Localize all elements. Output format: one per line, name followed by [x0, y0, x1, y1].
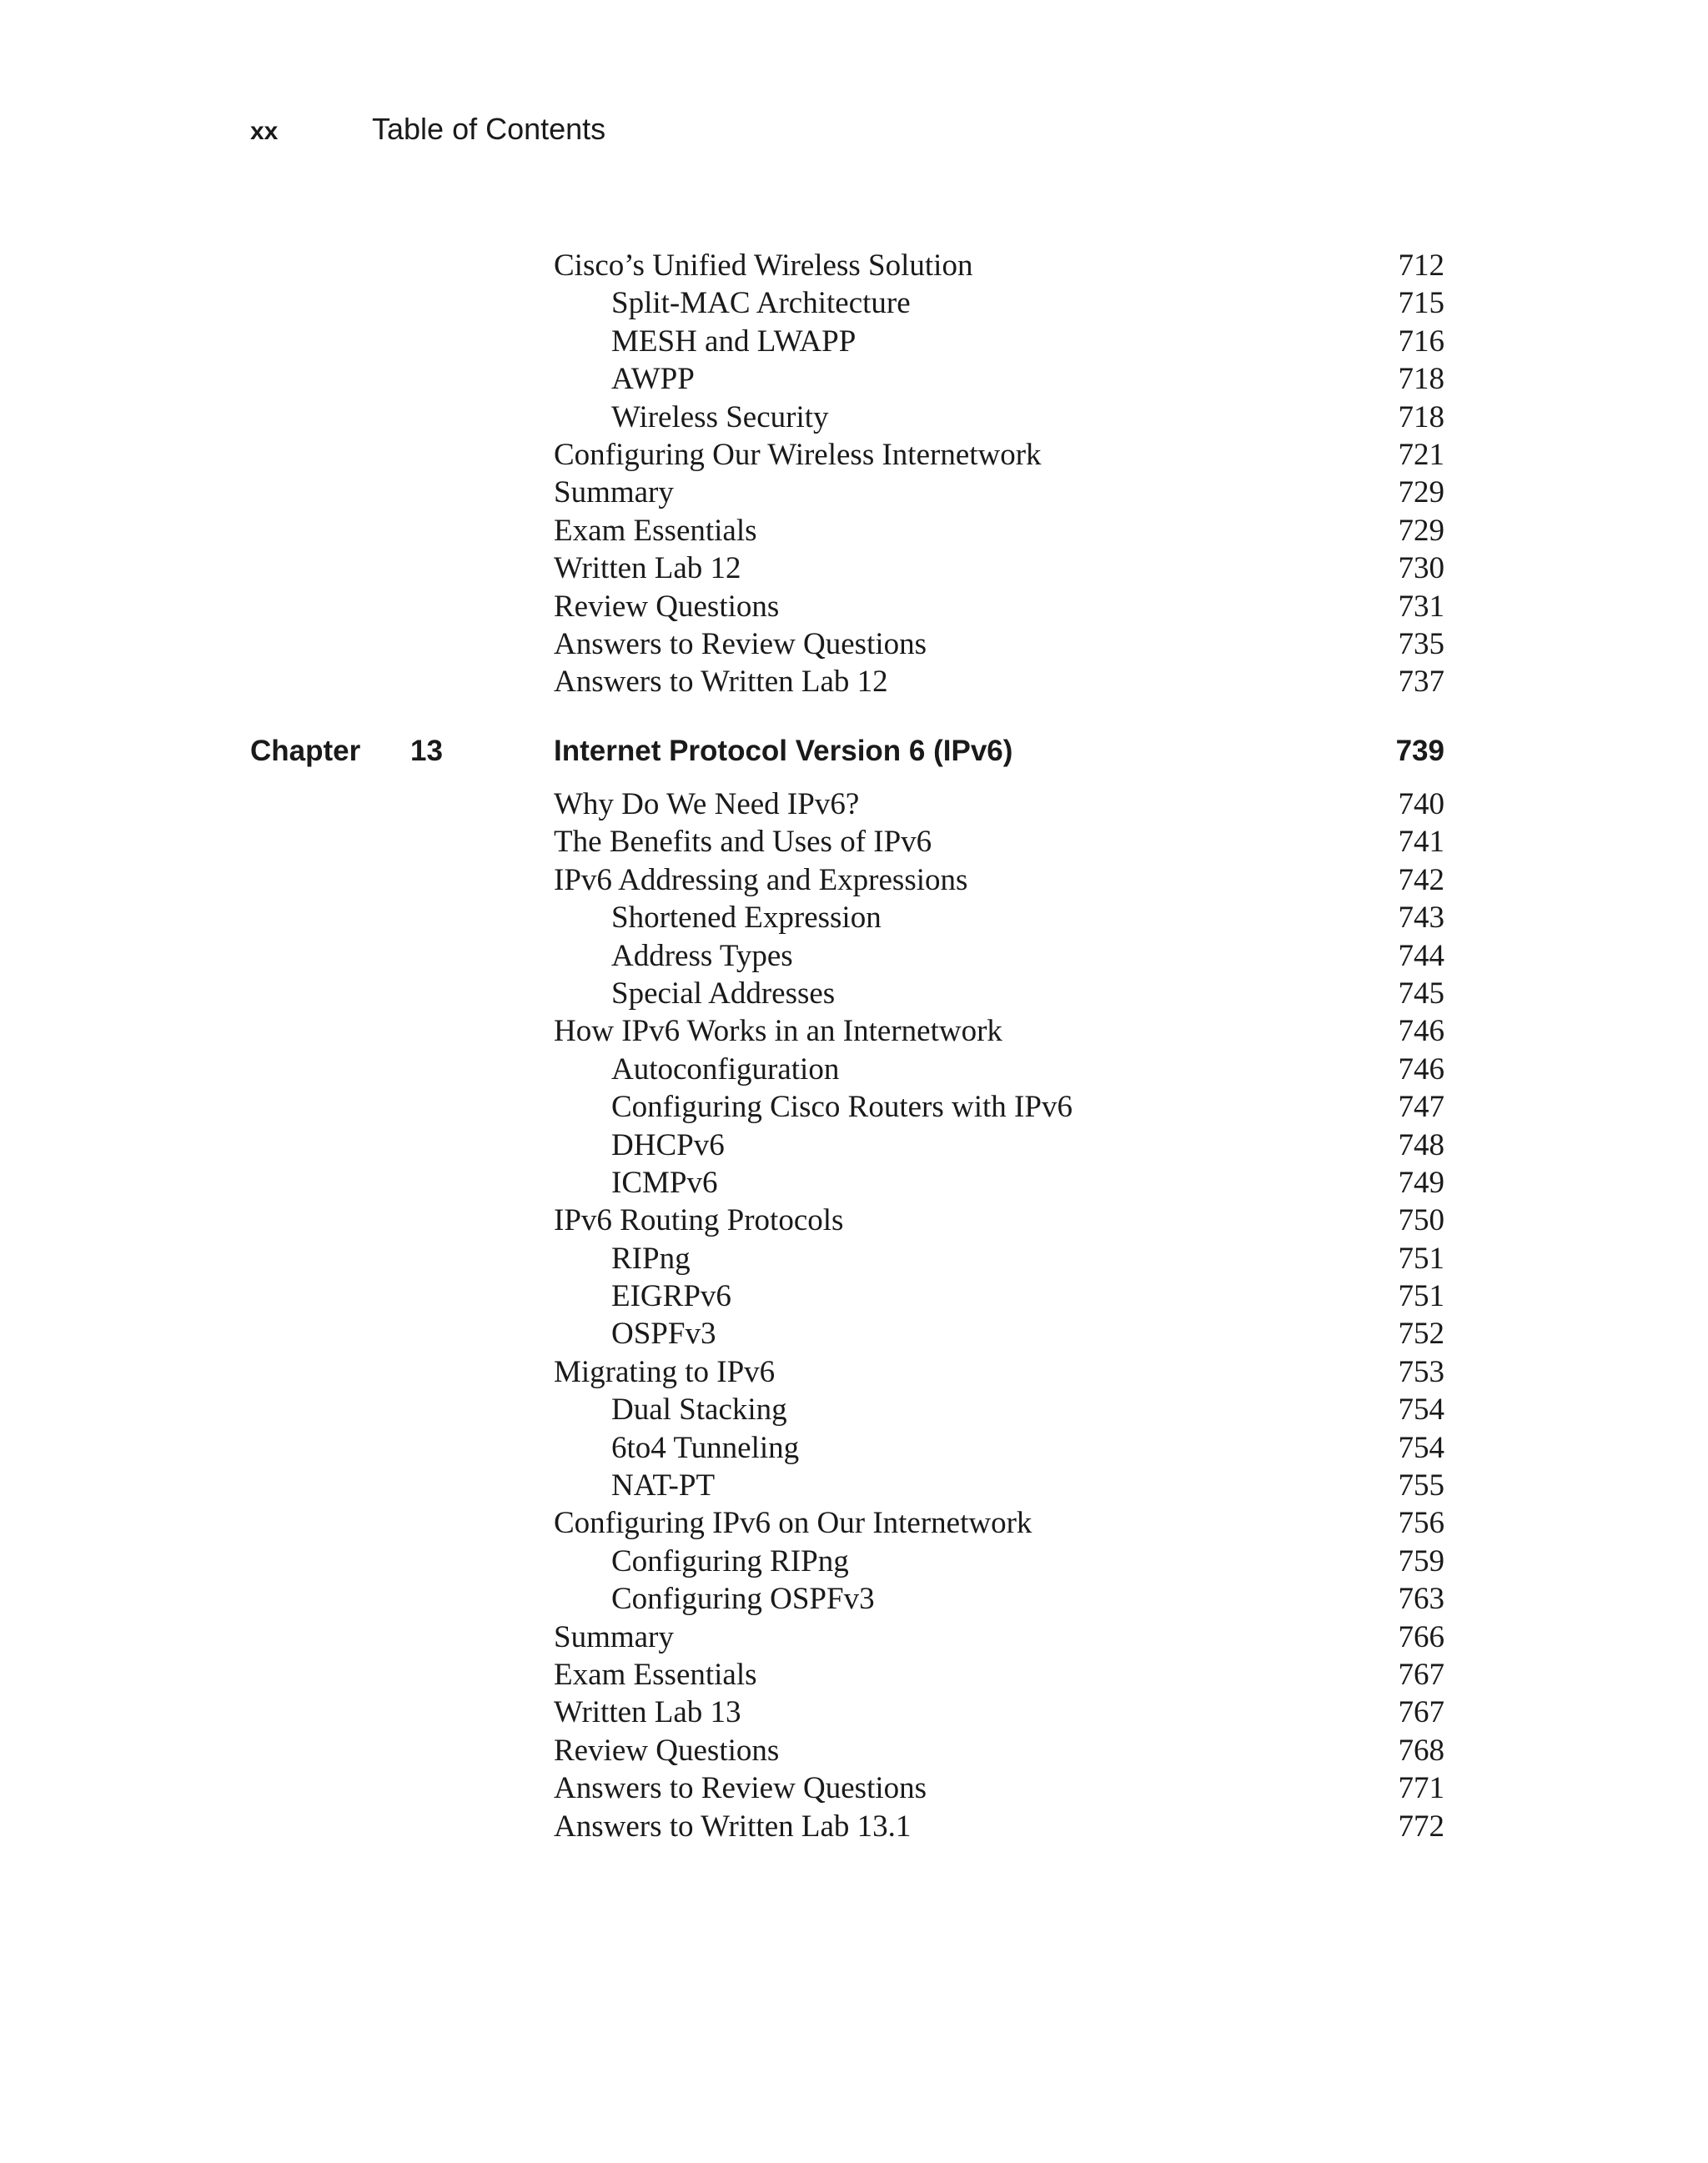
toc-entry-page: 741	[1398, 825, 1444, 860]
toc-entry-title: Cisco’s Unified Wireless Solution	[554, 248, 973, 283]
toc-entry-page: 742	[1398, 862, 1444, 897]
toc-entry-page: 729	[1398, 513, 1444, 548]
toc-entry[interactable]	[554, 1391, 1444, 1428]
toc-entry[interactable]	[554, 975, 1444, 1012]
toc-entry-page: 748	[1398, 1127, 1444, 1162]
toc-entry-page: 751	[1398, 1241, 1444, 1276]
toc-entry-page: 756	[1398, 1506, 1444, 1541]
toc-entry-title: Written Lab 12	[554, 551, 741, 586]
toc-entry-title: Configuring OSPFv3	[611, 1582, 875, 1617]
toc-entry-title: IPv6 Addressing and Expressions	[554, 862, 968, 897]
toc-entry-title: MESH and LWAPP	[611, 324, 857, 359]
toc-entry-title: The Benefits and Uses of IPv6	[554, 825, 932, 860]
toc-entry[interactable]	[554, 823, 1444, 861]
toc-entry-page: 766	[1398, 1619, 1444, 1654]
toc-entry[interactable]	[554, 625, 1444, 663]
toc-entry[interactable]	[554, 1088, 1444, 1126]
toc-entry[interactable]	[554, 284, 1444, 322]
toc-entry[interactable]	[554, 1353, 1444, 1391]
toc-entry[interactable]	[554, 360, 1444, 398]
toc-entry-title: EIGRPv6	[611, 1279, 731, 1314]
toc-entry-page: 729	[1398, 475, 1444, 510]
toc-entry-title: Configuring IPv6 on Our Internetwork	[554, 1506, 1032, 1541]
toc-entry[interactable]	[554, 1467, 1444, 1504]
toc-entry-title: Written Lab 13	[554, 1695, 741, 1730]
toc-entry[interactable]	[554, 899, 1444, 936]
toc-entry-page: 772	[1398, 1809, 1444, 1844]
toc-entry-title: Answers to Written Lab 13.1	[554, 1809, 912, 1844]
toc-entry-page: 751	[1398, 1279, 1444, 1314]
toc-entry-title: Configuring Cisco Routers with IPv6	[611, 1090, 1073, 1125]
toc-entry-page: 750	[1398, 1203, 1444, 1238]
chapter-title: Internet Protocol Version 6 (IPv6)	[554, 735, 1013, 767]
toc-entry-title: IPv6 Routing Protocols	[554, 1203, 844, 1238]
toc-entry-title: Configuring Our Wireless Internetwork	[554, 437, 1042, 472]
toc-entry[interactable]	[554, 1808, 1444, 1845]
toc-entry-title: Summary	[554, 1619, 674, 1654]
toc-entry-page: 744	[1398, 938, 1444, 973]
toc-entry-title: NAT-PT	[611, 1468, 716, 1503]
toc-entry-page: 745	[1398, 976, 1444, 1011]
toc-entry-title: Autoconfiguration	[611, 1051, 840, 1087]
toc-entry-title: 6to4 Tunneling	[611, 1430, 800, 1465]
toc-entry-title: Address Types	[611, 938, 793, 973]
toc-entry-page: 759	[1398, 1543, 1444, 1578]
toc-entry-title: Shortened Expression	[611, 901, 882, 936]
toc-entry-title: Wireless Security	[611, 399, 829, 434]
toc-entry-page: 718	[1398, 362, 1444, 397]
toc-entry[interactable]	[554, 1240, 1444, 1277]
toc-entry[interactable]	[554, 937, 1444, 975]
chapter-heading[interactable]	[250, 729, 1444, 774]
toc-entry-page: 731	[1398, 589, 1444, 624]
toc-entry[interactable]	[554, 588, 1444, 625]
toc-entry-title: RIPng	[611, 1241, 691, 1276]
toc-entry-page: 746	[1398, 1051, 1444, 1087]
toc-entry[interactable]	[554, 1315, 1444, 1353]
toc-entry[interactable]	[554, 861, 1444, 899]
toc-entry-title: Review Questions	[554, 589, 780, 624]
toc-entry[interactable]	[554, 1504, 1444, 1542]
toc-entry-title: Review Questions	[554, 1733, 780, 1768]
toc-entry-title: Special Addresses	[611, 976, 836, 1011]
toc-entry-page: 740	[1398, 787, 1444, 821]
toc-entry[interactable]	[554, 436, 1444, 474]
toc-entry[interactable]	[554, 323, 1444, 360]
toc-entry-title: Answers to Review Questions	[554, 1771, 927, 1806]
chapter-page: 739	[1395, 735, 1444, 767]
toc-entry-page: 767	[1398, 1695, 1444, 1730]
toc-entry-title: How IPv6 Works in an Internetwork	[554, 1014, 1002, 1049]
toc-entry-title: Summary	[554, 475, 674, 510]
toc-entry[interactable]	[554, 1051, 1444, 1088]
toc-entry[interactable]	[554, 474, 1444, 511]
toc-entry-title: Split-MAC Architecture	[611, 286, 911, 321]
toc-entry[interactable]	[554, 1732, 1444, 1769]
toc-entry-page: 763	[1398, 1582, 1444, 1617]
toc-entry[interactable]	[554, 1656, 1444, 1694]
toc-entry-page: 767	[1398, 1657, 1444, 1692]
toc-entry[interactable]	[554, 550, 1444, 587]
toc-entry-page: 721	[1398, 437, 1444, 472]
toc-entry[interactable]	[554, 1429, 1444, 1467]
toc-entry[interactable]	[554, 1202, 1444, 1239]
toc-entry[interactable]	[554, 1580, 1444, 1618]
chapter-label: Chapter	[250, 735, 361, 767]
toc-entry[interactable]	[554, 1012, 1444, 1050]
toc-entry[interactable]	[554, 1769, 1444, 1807]
toc-entry[interactable]	[554, 512, 1444, 550]
toc-entry-page: 746	[1398, 1014, 1444, 1049]
toc-entry-title: Migrating to IPv6	[554, 1354, 776, 1389]
toc-entry[interactable]	[554, 1543, 1444, 1580]
toc-entry-title: Dual Stacking	[611, 1393, 787, 1428]
toc-entry[interactable]	[554, 1618, 1444, 1656]
toc-entry-page: 755	[1398, 1468, 1444, 1503]
toc-entry-title: Answers to Review Questions	[554, 626, 927, 661]
page-folio: xx	[250, 118, 279, 145]
toc-entry-title: Exam Essentials	[554, 1657, 757, 1692]
running-head-title: Table of Contents	[372, 112, 606, 146]
toc-section-preceding	[554, 247, 1444, 701]
toc-entry[interactable]	[554, 399, 1444, 436]
toc-entry-page: 754	[1398, 1393, 1444, 1428]
toc-entry-page: 754	[1398, 1430, 1444, 1465]
toc-entry-page: 743	[1398, 901, 1444, 936]
toc-entry-title: AWPP	[611, 362, 695, 397]
toc-entry[interactable]	[554, 1164, 1444, 1202]
toc-entry-title: OSPFv3	[611, 1317, 716, 1352]
running-head	[250, 112, 605, 153]
toc-entry-title: Exam Essentials	[554, 513, 757, 548]
toc-entry[interactable]	[554, 247, 1444, 284]
toc-entry-page: 716	[1398, 324, 1444, 359]
toc-entry-page: 768	[1398, 1733, 1444, 1768]
toc-entry-page: 730	[1398, 551, 1444, 586]
toc-entry-title: Answers to Written Lab 12	[554, 665, 888, 700]
toc-entry-page: 735	[1398, 626, 1444, 661]
toc-entry-title: ICMPv6	[611, 1165, 718, 1200]
toc-entry-page: 718	[1398, 399, 1444, 434]
toc-entry[interactable]	[554, 1127, 1444, 1164]
toc-entry-page: 715	[1398, 286, 1444, 321]
toc-section-chapter-13	[554, 785, 1444, 1845]
toc-entry-page: 753	[1398, 1354, 1444, 1389]
toc-entry[interactable]	[554, 1277, 1444, 1315]
toc-entry-page: 749	[1398, 1165, 1444, 1200]
toc-entry-title: Configuring RIPng	[611, 1543, 849, 1578]
toc-entry[interactable]	[554, 663, 1444, 700]
toc-entry-page: 771	[1398, 1771, 1444, 1806]
toc-entry-page: 752	[1398, 1317, 1444, 1352]
toc-entry-page: 747	[1398, 1090, 1444, 1125]
toc-entry[interactable]	[554, 785, 1444, 823]
toc-entry-page: 712	[1398, 248, 1444, 283]
toc-entry-title: Why Do We Need IPv6?	[554, 787, 860, 821]
chapter-number: 13	[410, 735, 443, 767]
toc-entry-title: DHCPv6	[611, 1127, 725, 1162]
toc-entry-page: 737	[1398, 665, 1444, 700]
toc-entry[interactable]	[554, 1694, 1444, 1731]
